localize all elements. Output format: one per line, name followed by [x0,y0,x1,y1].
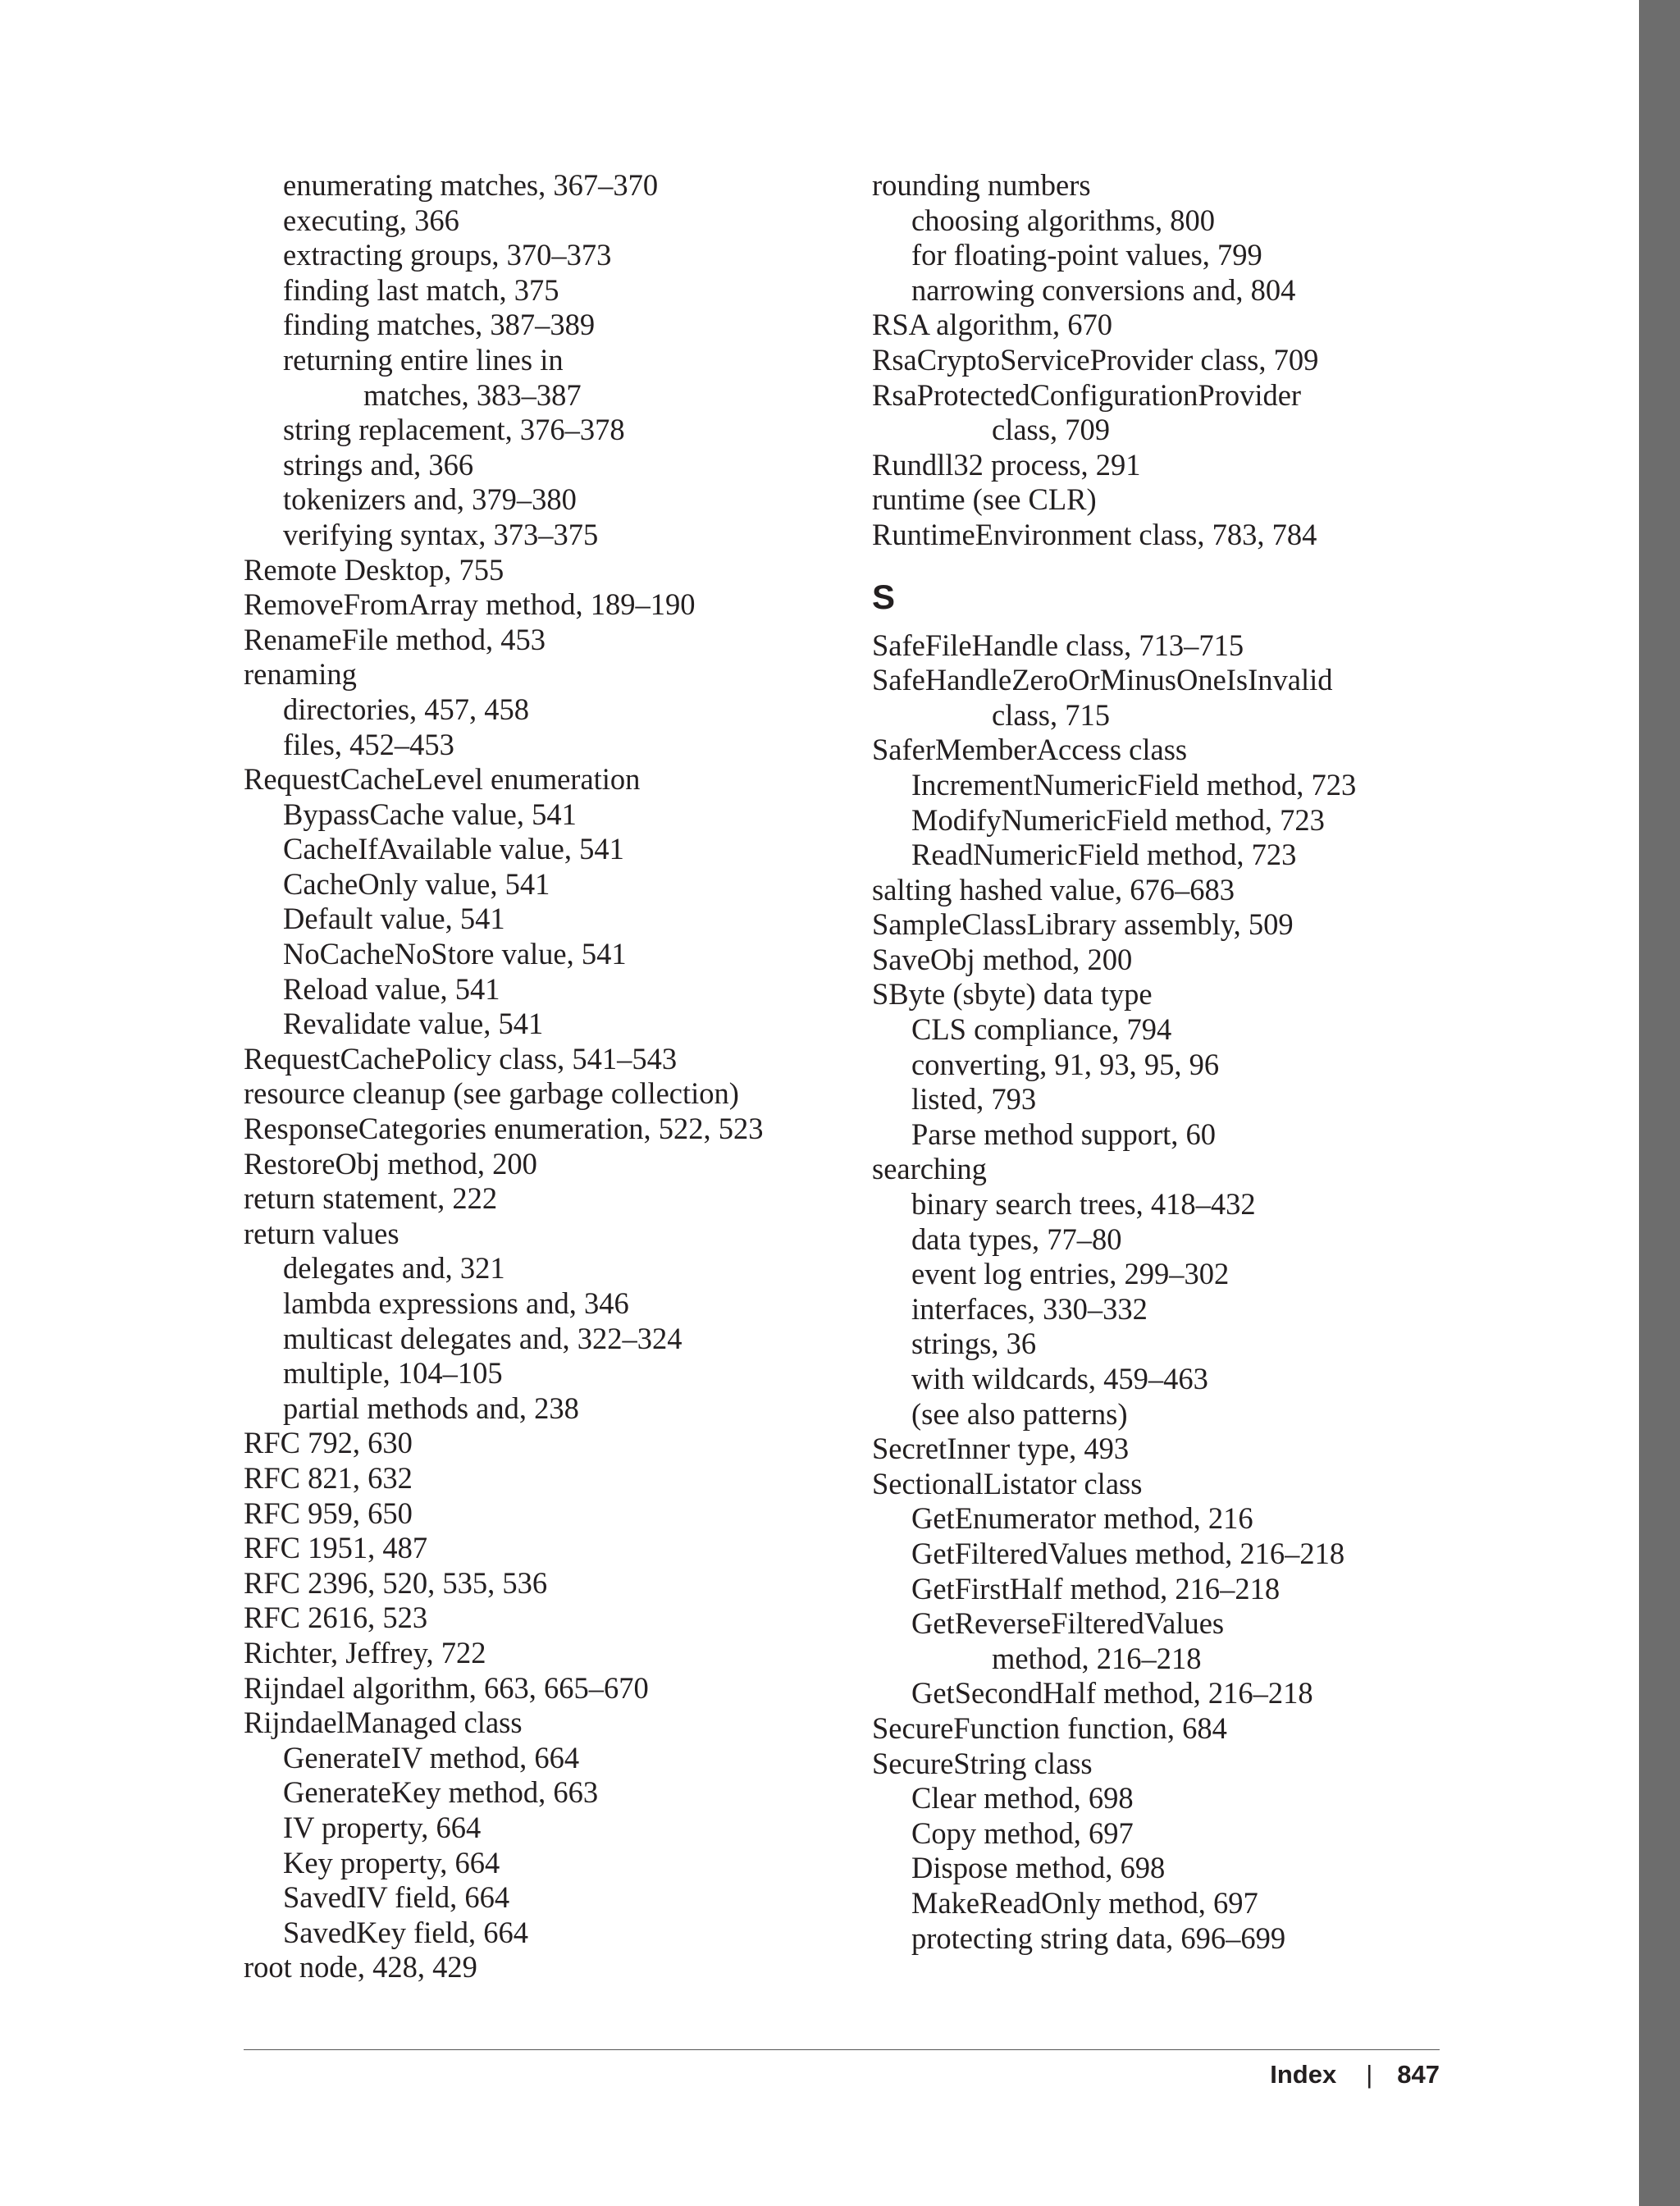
index-subentry: string replacement, 376–378 [283,413,625,447]
index-subentry: data types, 77–80 [911,1222,1122,1256]
index-entry-continuation: class, 709 [992,413,1110,447]
index-entry-continuation: matches, 383–387 [363,377,582,412]
index-subentry: GenerateIV method, 664 [283,1740,580,1774]
index-entry: SByte (sbyte) data type [872,977,1153,1012]
index-subentry: narrowing conversions and, 804 [911,272,1296,307]
index-subentry: files, 452–453 [283,727,454,761]
index-entry: SampleClassLibrary assembly, 509 [872,907,1294,942]
index-subentry: ReadNumericField method, 723 [911,838,1297,872]
index-subentry: strings and, 366 [283,447,474,482]
index-entry: RFC 959, 650 [244,1496,413,1530]
index-subentry: CLS compliance, 794 [911,1012,1172,1047]
index-subentry: for floating-point values, 799 [911,238,1262,272]
index-subentry: GetReverseFilteredValues [911,1606,1225,1641]
index-column-left [244,168,834,1985]
index-subentry: protecting string data, 696–699 [911,1921,1286,1955]
index-subentry: GetFirstHalf method, 216–218 [911,1571,1281,1605]
index-entry: RFC 2396, 520, 535, 536 [244,1565,548,1600]
footer-rule [244,2049,1440,2050]
page-footer [1270,2056,1440,2094]
index-entry: renaming [244,657,357,692]
index-subentry: Revalidate value, 541 [283,1007,544,1041]
index-group-s [872,628,1463,1957]
index-subentry: verifying syntax, 373–375 [283,517,599,551]
index-subentry: multicast delegates and, 322–324 [283,1321,682,1355]
index-subentry: event log entries, 299–302 [911,1257,1230,1291]
index-entry: SafeHandleZeroOrMinusOneIsInvalid [872,663,1333,697]
index-entry: ResponseCategories enumeration, 522, 523 [244,1112,764,1146]
index-subentry: SavedKey field, 664 [283,1915,529,1949]
index-subentry: (see also patterns) [911,1396,1128,1431]
index-subentry: directories, 457, 458 [283,692,530,726]
index-entry: SafeFileHandle class, 713–715 [872,628,1244,662]
page-number: 847 [1397,2060,1440,2089]
index-entry: RFC 792, 630 [244,1426,413,1460]
index-entry: Remote Desktop, 755 [244,552,504,587]
index-subentry: choosing algorithms, 800 [911,203,1216,237]
index-subentry: returning entire lines in [283,342,564,377]
index-entry: return values [244,1216,399,1250]
index-subentry: lambda expressions and, 346 [283,1286,629,1320]
index-entry: Rijndael algorithm, 663, 665–670 [244,1670,649,1705]
index-subentry: Clear method, 698 [911,1781,1134,1815]
index-entry: RemoveFromArray method, 189–190 [244,587,696,622]
index-subentry: extracting groups, 370–373 [283,238,612,272]
index-subentry: delegates and, 321 [283,1251,505,1286]
index-entry: SecureFunction function, 684 [872,1710,1227,1745]
index-entry: RSA algorithm, 670 [872,308,1113,342]
index-entry: rounding numbers [872,168,1091,202]
index-entry: return statement, 222 [244,1181,498,1216]
index-subentry: Parse method support, 60 [911,1117,1217,1151]
index-column-right [872,168,1463,1956]
index-subentry: interfaces, 330–332 [911,1291,1148,1326]
index-entry: resource cleanup (see garbage collection) [244,1076,739,1111]
index-subentry: NoCacheNoStore value, 541 [283,937,627,971]
index-entry: RestoreObj method, 200 [244,1146,537,1181]
index-subentry: binary search trees, 418–432 [911,1187,1256,1222]
index-entry: Rundll32 process, 291 [872,447,1141,482]
index-subentry: CacheIfAvailable value, 541 [283,832,624,866]
section-letter-heading: S [872,577,896,616]
index-entry: SecretInner type, 493 [872,1432,1130,1466]
index-entry: RsaCryptoServiceProvider class, 709 [872,342,1319,377]
index-subentry: multiple, 104–105 [283,1356,503,1391]
index-entry: Richter, Jeffrey, 722 [244,1635,486,1669]
index-subentry: partial methods and, 238 [283,1391,579,1425]
index-entry: RuntimeEnvironment class, 783, 784 [872,517,1317,551]
page-edge-bar [1639,0,1680,2206]
index-subentry: BypassCache value, 541 [283,797,577,831]
index-entry: SecureString class [872,1746,1093,1780]
index-subentry: enumerating matches, 367–370 [283,168,659,202]
index-entry: RenameFile method, 453 [244,622,546,656]
index-subentry: Copy method, 697 [911,1815,1134,1850]
index-entry: SaveObj method, 200 [872,942,1133,976]
index-subentry: SavedIV field, 664 [283,1880,510,1915]
index-entry: RFC 1951, 487 [244,1531,428,1565]
index-entry: RsaProtectedConfigurationProvider [872,377,1302,412]
index-entry: RequestCachePolicy class, 541–543 [244,1041,678,1076]
footer-separator: | [1366,2060,1373,2089]
index-entry: RequestCacheLevel enumeration [244,762,641,797]
index-subentry: GenerateKey method, 663 [283,1775,599,1810]
index-subentry: MakeReadOnly method, 697 [911,1885,1258,1920]
index-entry: root node, 428, 429 [244,1950,477,1984]
index-entry-continuation: method, 216–218 [992,1641,1202,1675]
index-entry: RijndaelManaged class [244,1706,523,1740]
index-subentry: GetFilteredValues method, 216–218 [911,1536,1345,1570]
footer-section-label: Index [1270,2060,1337,2089]
index-subentry: IV property, 664 [283,1810,482,1844]
index-subentry: with wildcards, 459–463 [911,1362,1208,1395]
index-subentry: Reload value, 541 [283,971,500,1006]
index-subentry: executing, 366 [283,203,459,237]
index-entry: RFC 821, 632 [244,1460,413,1495]
index-subentry: Default value, 541 [283,902,505,936]
index-entry: salting hashed value, 676–683 [872,872,1235,907]
index-group-r [872,168,1463,553]
index-entry: runtime (see CLR) [872,482,1097,517]
index-subentry: converting, 91, 93, 95, 96 [911,1047,1220,1081]
index-subentry: finding matches, 387–389 [283,308,596,342]
index-subentry: tokenizers and, 379–380 [283,482,577,517]
index-entry-continuation: class, 715 [992,697,1110,732]
index-subentry: Key property, 664 [283,1845,500,1879]
index-subentry: listed, 793 [911,1082,1037,1117]
index-entry: SectionalListator class [872,1466,1143,1500]
index-subentry: GetEnumerator method, 216 [911,1501,1253,1536]
index-entry: searching [872,1152,987,1186]
index-subentry: GetSecondHalf method, 216–218 [911,1676,1313,1710]
index-entry: RFC 2616, 523 [244,1601,428,1635]
index-subentry: finding last match, 375 [283,272,559,307]
index-entry: SaferMemberAccess class [872,733,1188,767]
index-subentry: Dispose method, 698 [911,1851,1166,1885]
index-subentry: CacheOnly value, 541 [283,866,550,901]
index-subentry: strings, 36 [911,1327,1037,1361]
index-subentry: IncrementNumericField method, 723 [911,767,1357,802]
index-subentry: ModifyNumericField method, 723 [911,802,1325,837]
